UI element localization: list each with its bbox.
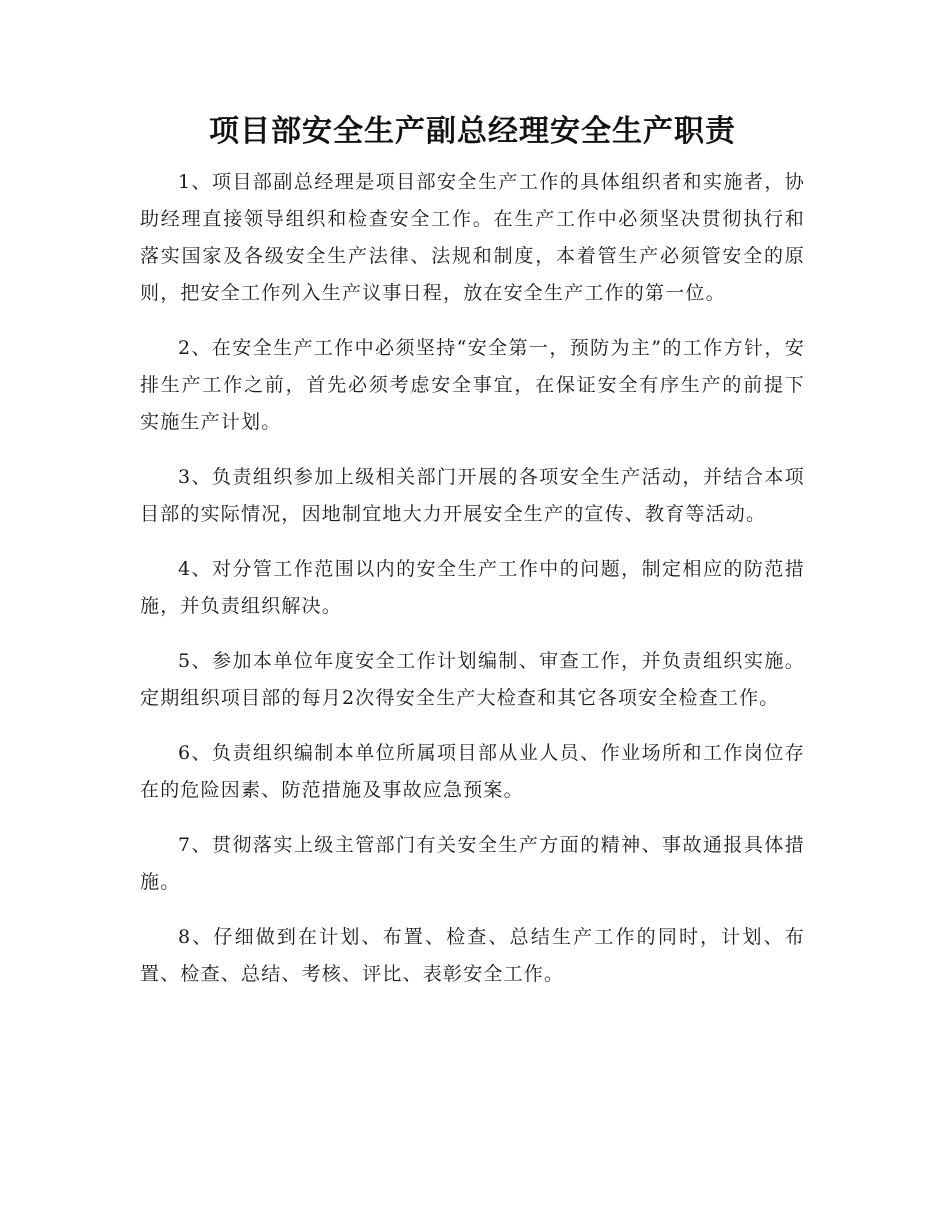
paragraph-2: 2、在安全生产工作中必须坚持“安全第一，预防为主”的工作方针，安排生产工作之前，首先必须考虑安全事宜，在保证安全有序生产的前提下实施生产计划。: [140, 337, 805, 433]
paragraph-5: 5、参加本单位年度安全工作计划编制、审查工作，并负责组织实施。定期组织项目部的每月2次得安全生产大检查和其它各项安全检查工作。: [140, 650, 805, 709]
document-page: [140, 110, 805, 1011]
paragraph-6: 6、负责组织编制本单位所属项目部从业人员、作业场所和工作岗位存在的危险因素、防范措施及事故应急预案。: [140, 742, 805, 801]
paragraph-3: 3、负责组织参加上级相关部门开展的各项安全生产活动，并结合本项目部的实际情况，因地制宜地大力开展安全生产的宣传、教育等活动。: [140, 466, 805, 525]
document-title: 项目部安全生产副总经理安全生产职责: [209, 114, 736, 149]
paragraph-7: 7、贯彻落实上级主管部门有关安全生产方面的精神、事故通报具体措施。: [140, 834, 805, 893]
paragraph-8: 8、仔细做到在计划、布置、检查、总结生产工作的同时，计划、布置、检查、总结、考核、评比、表彰安全工作。: [140, 926, 805, 985]
paragraph-1: 1、项目部副总经理是项目部安全生产工作的具体组织者和实施者，协助经理直接领导组织和检查安全工作。在生产工作中必须坚决贯彻执行和落实国家及各级安全生产法律、法规和制度，本着管生产必须管安全的原则，把安全工作列入生产议事日程，放在安全生产工作的第一位。: [140, 171, 805, 304]
paragraph-4: 4、对分管工作范围以内的安全生产工作中的问题，制定相应的防范措施，并负责组织解决。: [140, 558, 805, 617]
